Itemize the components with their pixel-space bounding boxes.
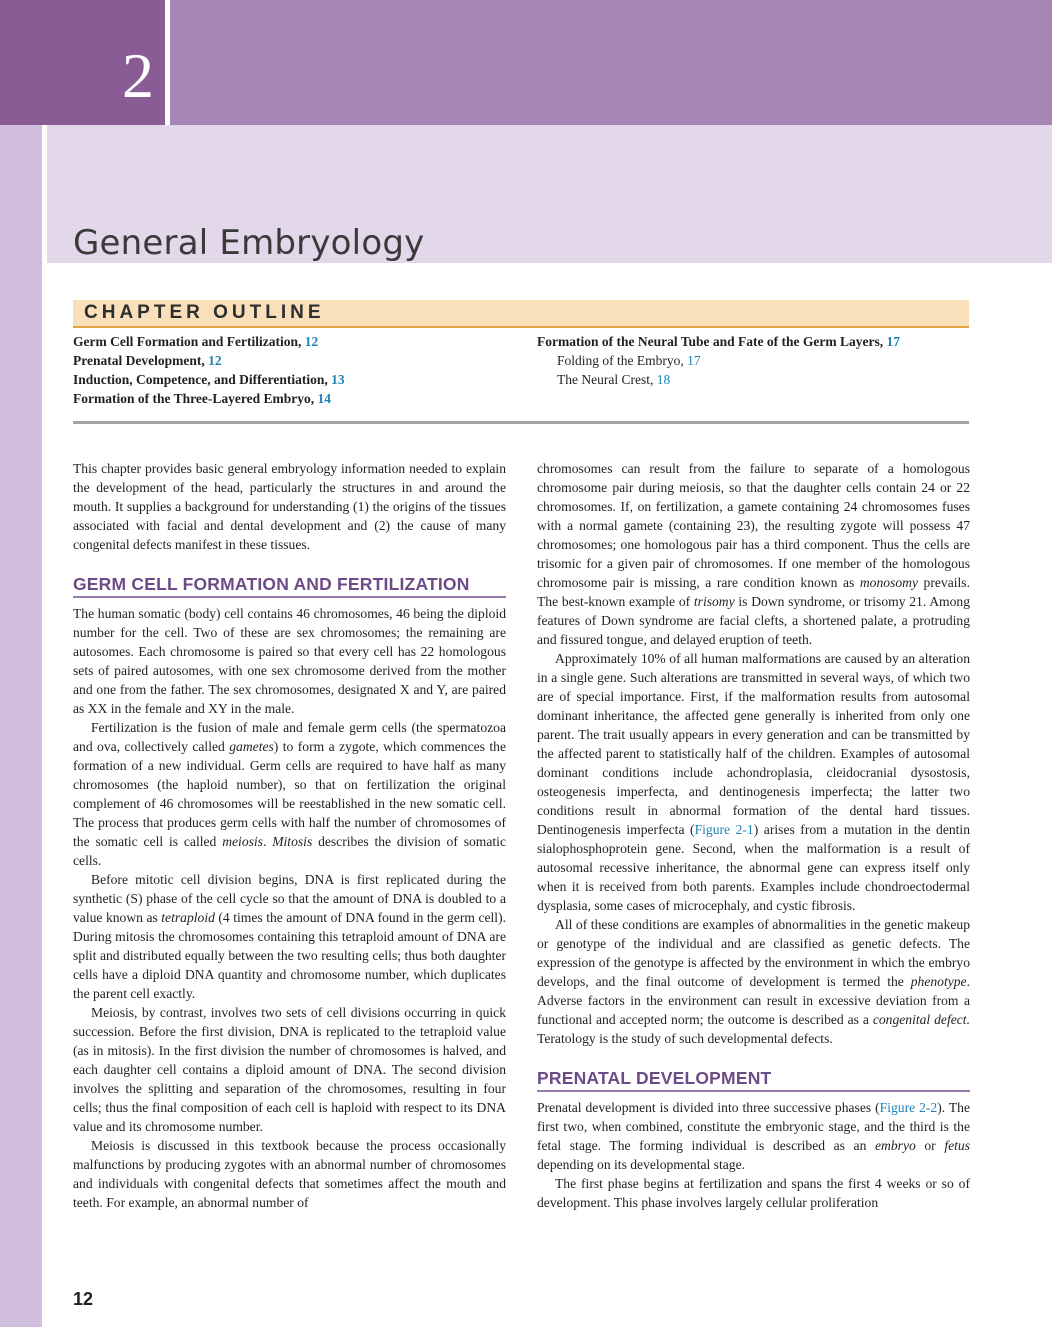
outline-item[interactable]: Prenatal Development, 12 (73, 353, 222, 368)
chapter-title: General Embryology (73, 222, 425, 263)
outline-divider (73, 421, 969, 424)
body-paragraph: Approximately 10% of all human malformations are caused by an alteration in a single gene. Such alterations are transmitted in several ways, of which two are of special importance. First, if the malformation results from autosomal dominant inheritance, the affected gene generally is inherited from only one parent. The trait usually appears in every generation and can be transmitted by the affected parent to statistically half of the children. Examples of autosomal dominant conditions include achondroplasia, cleidocranial dysostosis, osteogenesis imperfecta, and dentinogenesis imperfecta; the latter two conditions result in abnormal formation of the dental hard tissues. Dentinogenesis imperfecta (Figure 2-1) arises from a mutation in the dentin sialophosphoprotein gene. Second, when the malformation is a result of autosomal recessive inheritance, the abnormal gene can express itself only when it is received from both parents. Examples include chondroectodermal dysplasia, some cases of microcephaly, and cystic fibrosis. (537, 651, 971, 913)
figure-link[interactable]: Figure 2-2 (879, 1100, 938, 1115)
body-paragraph: Meiosis, by contrast, involves two sets of cell divisions occurring in quick succession. Before the first division, DNA is replicated to the tetraploid value (as in mitosis). In the first division the number of chromosomes is halved, and each daughter cell contains a diploid amount of DNA. The second division involves the splitting and separation of the chromosomes, resulting in four cells; thus the final composition of each cell is haploid with respect to its DNA value and its chromosome number. (73, 1005, 506, 1134)
outline-item[interactable]: Germ Cell Formation and Fertilization, 12 (73, 334, 319, 349)
page-number: 12 (73, 1289, 94, 1309)
left-text-column (73, 459, 506, 1212)
body-paragraph: Fertilization is the fusion of male and female germ cells (the spermatozoa and ova, collectively called gametes) to form a zygote, which commences the formation of a new individual. Germ cells are required to have half as many chromosomes (the haploid number), so that on fertilization the original complement of 46 chromosomes will be reestablished in the new somatic cell. The process that produces germ cells with half the number of chromosomes of the somatic cell is called meiosis. Mitosis describes the division of somatic cells. (73, 720, 506, 868)
outline-right-column (537, 332, 900, 389)
body-paragraph: The human somatic (body) cell contains 46 chromosomes, 46 being the diploid number for the cell. Two of these are sex chromosomes; the remaining are autosomes. Each chromosome is paired so that every cell has 22 homologous sets of paired autosomes, with one sex chromosome derived from the mother and one from the father. The sex chromosomes, designated X and Y, are paired as XX in the female and XY in the male. (73, 606, 506, 716)
chapter-outline-heading: CHAPTER OUTLINE (84, 302, 325, 323)
body-paragraph: Before mitotic cell division begins, DNA is first replicated during the synthetic (S) phase of the cell cycle so that the amount of DNA is doubled to a value known as tetraploid (4 times the amount of DNA found in the germ cell). During mitosis the chromosomes containing this tetraploid amount of DNA are split and distributed equally between the two resulting cells; thus both daughter cells have a diploid DNA quantity and chromosome number, which duplicates the parent cell exactly. (73, 872, 506, 1001)
body-paragraph: All of these conditions are examples of abnormalities in the genetic makeup or genotype of the individual and are classified as genetic defects. The expression of the genotype is affected by the environment in which the embryo develops, and the final outcome of development is termed the phenotype. Adverse factors in the environment can result in excessive deviation from a functional and accepted norm; the outcome is described as a congenital defect. Teratology is the study of such developmental defects. (537, 917, 970, 1046)
outline-left-column (73, 332, 345, 408)
outline-subitem[interactable]: Folding of the Embryo, 17 (557, 353, 701, 368)
chapter-number: 2 (122, 40, 154, 111)
figure-link[interactable]: Figure 2-1 (694, 822, 754, 837)
section-heading-prenatal: PRENATAL DEVELOPMENT (537, 1069, 970, 1092)
section-heading-germ-cell: GERM CELL FORMATION AND FERTILIZATION (73, 575, 506, 598)
outline-item[interactable]: Induction, Competence, and Differentiation, 13 (73, 372, 345, 387)
right-text-column (537, 459, 970, 1212)
header-band (170, 0, 1052, 125)
outline-item[interactable]: Formation of the Three-Layered Embryo, 14 (73, 391, 331, 406)
body-paragraph: Meiosis is discussed in this textbook because the process occasionally malfunctions by producing zygotes with an abnormal number of chromosomes and individuals with congenital defects that sometimes affect the mouth and teeth. For example, an abnormal number of (73, 1138, 506, 1210)
body-paragraph: The first phase begins at fertilization and spans the first 4 weeks or so of development. This phase involves largely cellular proliferation (537, 1176, 970, 1210)
left-margin-band (0, 125, 42, 1327)
outline-item[interactable]: Formation of the Neural Tube and Fate of the Germ Layers, 17 (537, 334, 900, 349)
outline-subitem[interactable]: The Neural Crest, 18 (557, 372, 671, 387)
intro-paragraph: This chapter provides basic general embryology information needed to explain the development of the head, particularly the structures in and around the mouth. It supplies a background for understanding (1) the origins of the tissues associated with facial and dental development and (2) the cause of many congenital defects manifest in these tissues. (73, 461, 506, 552)
body-paragraph: chromosomes can result from the failure to separate of a homologous chromosome pair during meiosis, so that the daughter cells contain 24 or 22 chromosomes. If, on fertilization, a gamete containing 24 chromosomes fuses with a normal gamete (containing 23), the resulting zygote will possess 47 chromosomes; one homologous pair has a third component. Thus the cells are trisomic for a given pair of chromosomes. If one member of the homologous chromosome pair is missing, a rare condition known as monosomy prevails. The best-known example of trisomy is Down syndrome, or trisomy 21. Among features of Down syndrome are facial clefts, a shortened palate, a protruding and fissured tongue, and delayed eruption of teeth. (537, 461, 970, 647)
body-paragraph: Prenatal development is divided into three successive phases (Figure 2-2). The first two, when combined, constitute the embryonic stage, and the third is the fetal stage. The forming individual is described as an embryo or fetus depending on its developmental stage. (537, 1100, 970, 1172)
